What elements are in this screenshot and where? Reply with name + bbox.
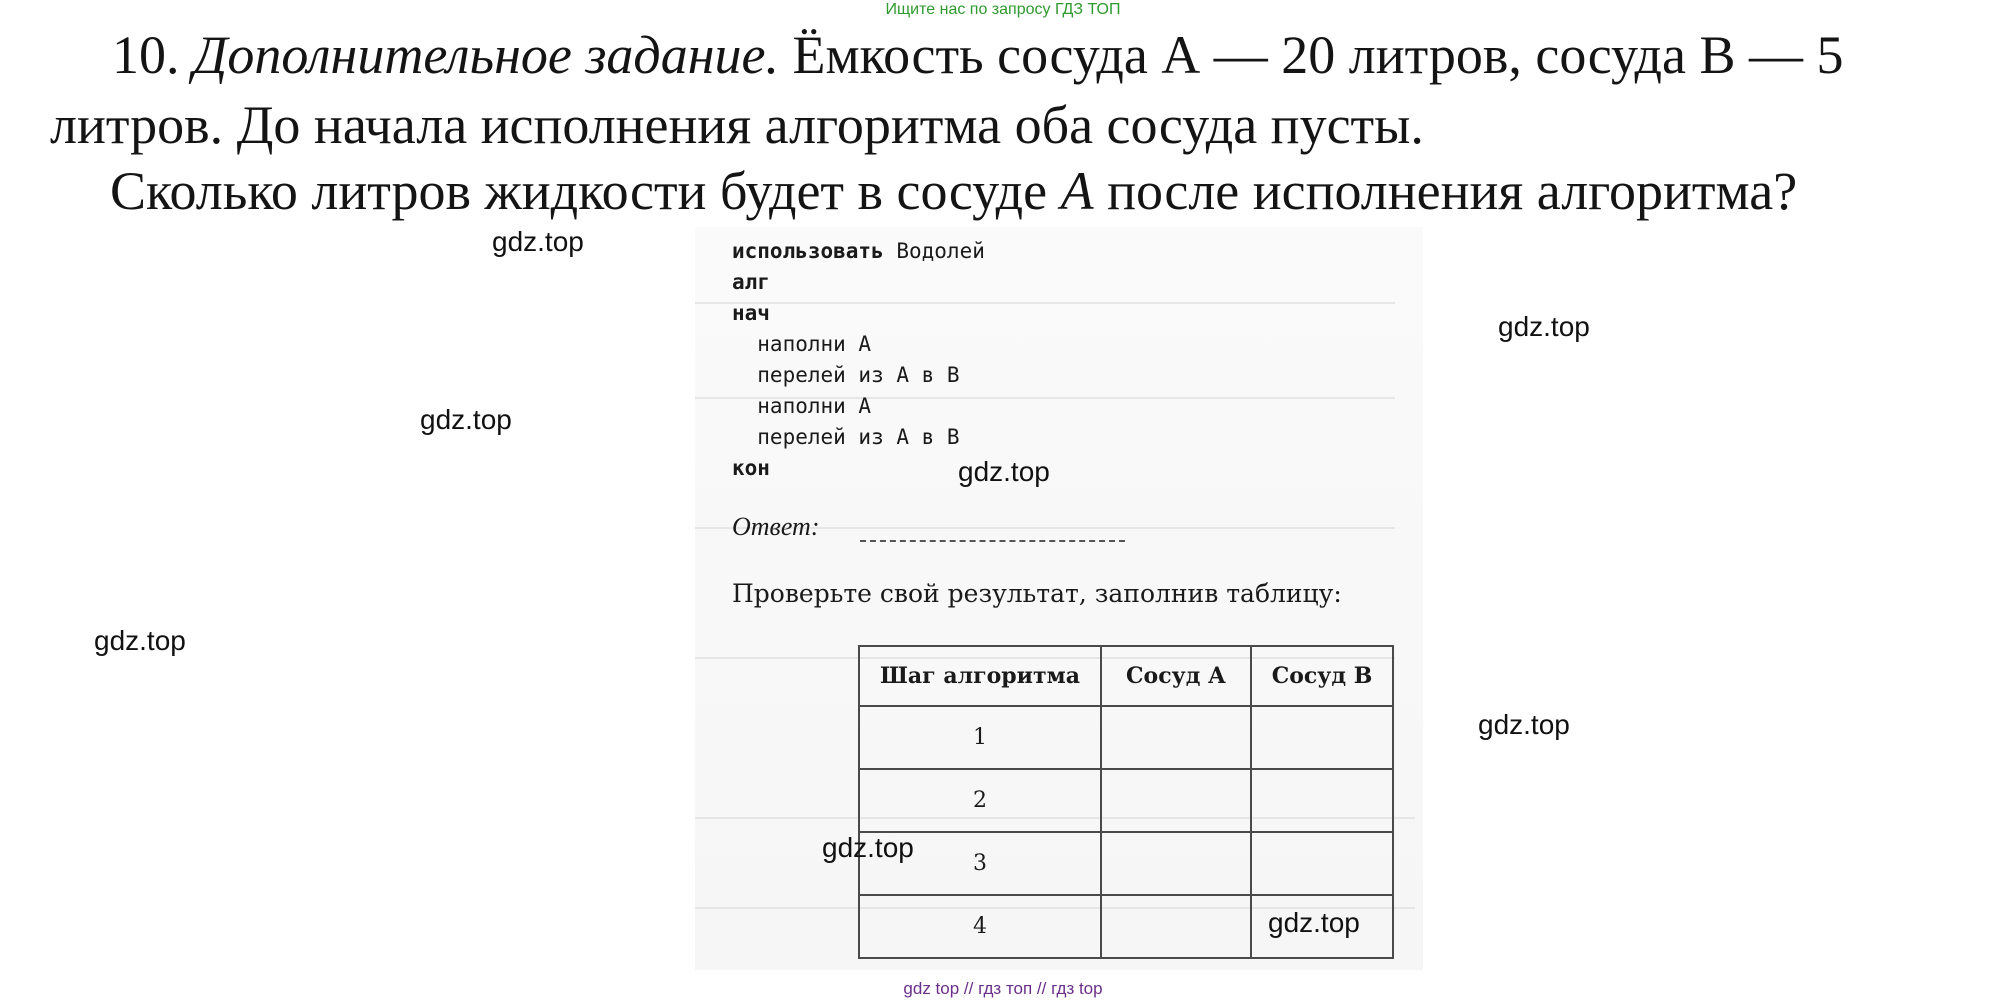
footer-links[interactable]: gdz top // гдз топ // гдз top	[903, 979, 1103, 998]
table-row	[859, 769, 1393, 832]
watermark: gdz.top	[958, 456, 1050, 487]
watermark: gdz.top	[1498, 311, 1590, 342]
watermark: gdz.top	[822, 832, 914, 863]
task-line-2: литров. До начала исполнения алгоритма оба сосуда пусты.	[50, 95, 1424, 155]
executor-name: Водолей	[883, 239, 985, 263]
watermark: gdz.top	[1478, 709, 1570, 740]
watermark: gdz.top	[1268, 907, 1360, 938]
vessel-b-cell[interactable]	[1251, 832, 1393, 895]
answer-blank[interactable]	[860, 540, 1125, 542]
algorithm-code	[732, 236, 985, 484]
watermark: gdz.top	[420, 404, 512, 435]
cmd-pour-a-b-2: перелей из А в В	[732, 425, 960, 449]
table-header-row	[859, 646, 1393, 706]
kw-alg: алг	[732, 270, 770, 294]
table-row	[859, 706, 1393, 769]
task-label: Дополнительное задание.	[193, 25, 779, 85]
task-number: 10.	[112, 25, 180, 85]
cmd-fill-a-2: наполни А	[732, 394, 872, 418]
question-post: после исполнения алгоритма?	[1093, 161, 1798, 221]
answer-label: Ответ:	[732, 512, 820, 541]
kw-use: использовать	[732, 239, 884, 263]
header-vessel-a: Сосуд А	[1101, 646, 1251, 706]
vessel-a-cell[interactable]	[1101, 832, 1251, 895]
step-number: 2	[859, 769, 1101, 832]
table-row	[859, 832, 1393, 895]
step-number: 4	[859, 895, 1101, 958]
kw-begin: нач	[732, 301, 770, 325]
check-instruction: Проверьте свой результат, заполнив таблицу:	[732, 579, 1342, 608]
task-question	[110, 160, 1797, 222]
vessel-a-cell[interactable]	[1101, 769, 1251, 832]
cmd-fill-a-1: наполни А	[732, 332, 872, 356]
header-step: Шаг алгоритма	[859, 646, 1101, 706]
search-banner[interactable]: Ищите нас по запросу ГДЗ ТОП	[885, 1, 1121, 18]
watermark: gdz.top	[94, 625, 186, 656]
task-text-1: Ёмкость сосуда А — 20 литров, сосуда В — 5	[792, 25, 1844, 85]
task-line-1	[112, 24, 1844, 86]
watermark: gdz.top	[492, 226, 584, 257]
vessel-a-cell[interactable]	[1101, 895, 1251, 958]
vessel-a-cell[interactable]	[1101, 706, 1251, 769]
cmd-pour-a-b-1: перелей из А в В	[732, 363, 960, 387]
question-var: А	[1060, 161, 1094, 221]
header-vessel-b: Сосуд В	[1251, 646, 1393, 706]
step-number: 3	[859, 832, 1101, 895]
vessel-b-cell[interactable]	[1251, 706, 1393, 769]
step-number: 1	[859, 706, 1101, 769]
kw-end: кон	[732, 456, 770, 480]
vessel-b-cell[interactable]	[1251, 769, 1393, 832]
question-pre: Сколько литров жидкости будет в сосуде	[110, 161, 1061, 221]
